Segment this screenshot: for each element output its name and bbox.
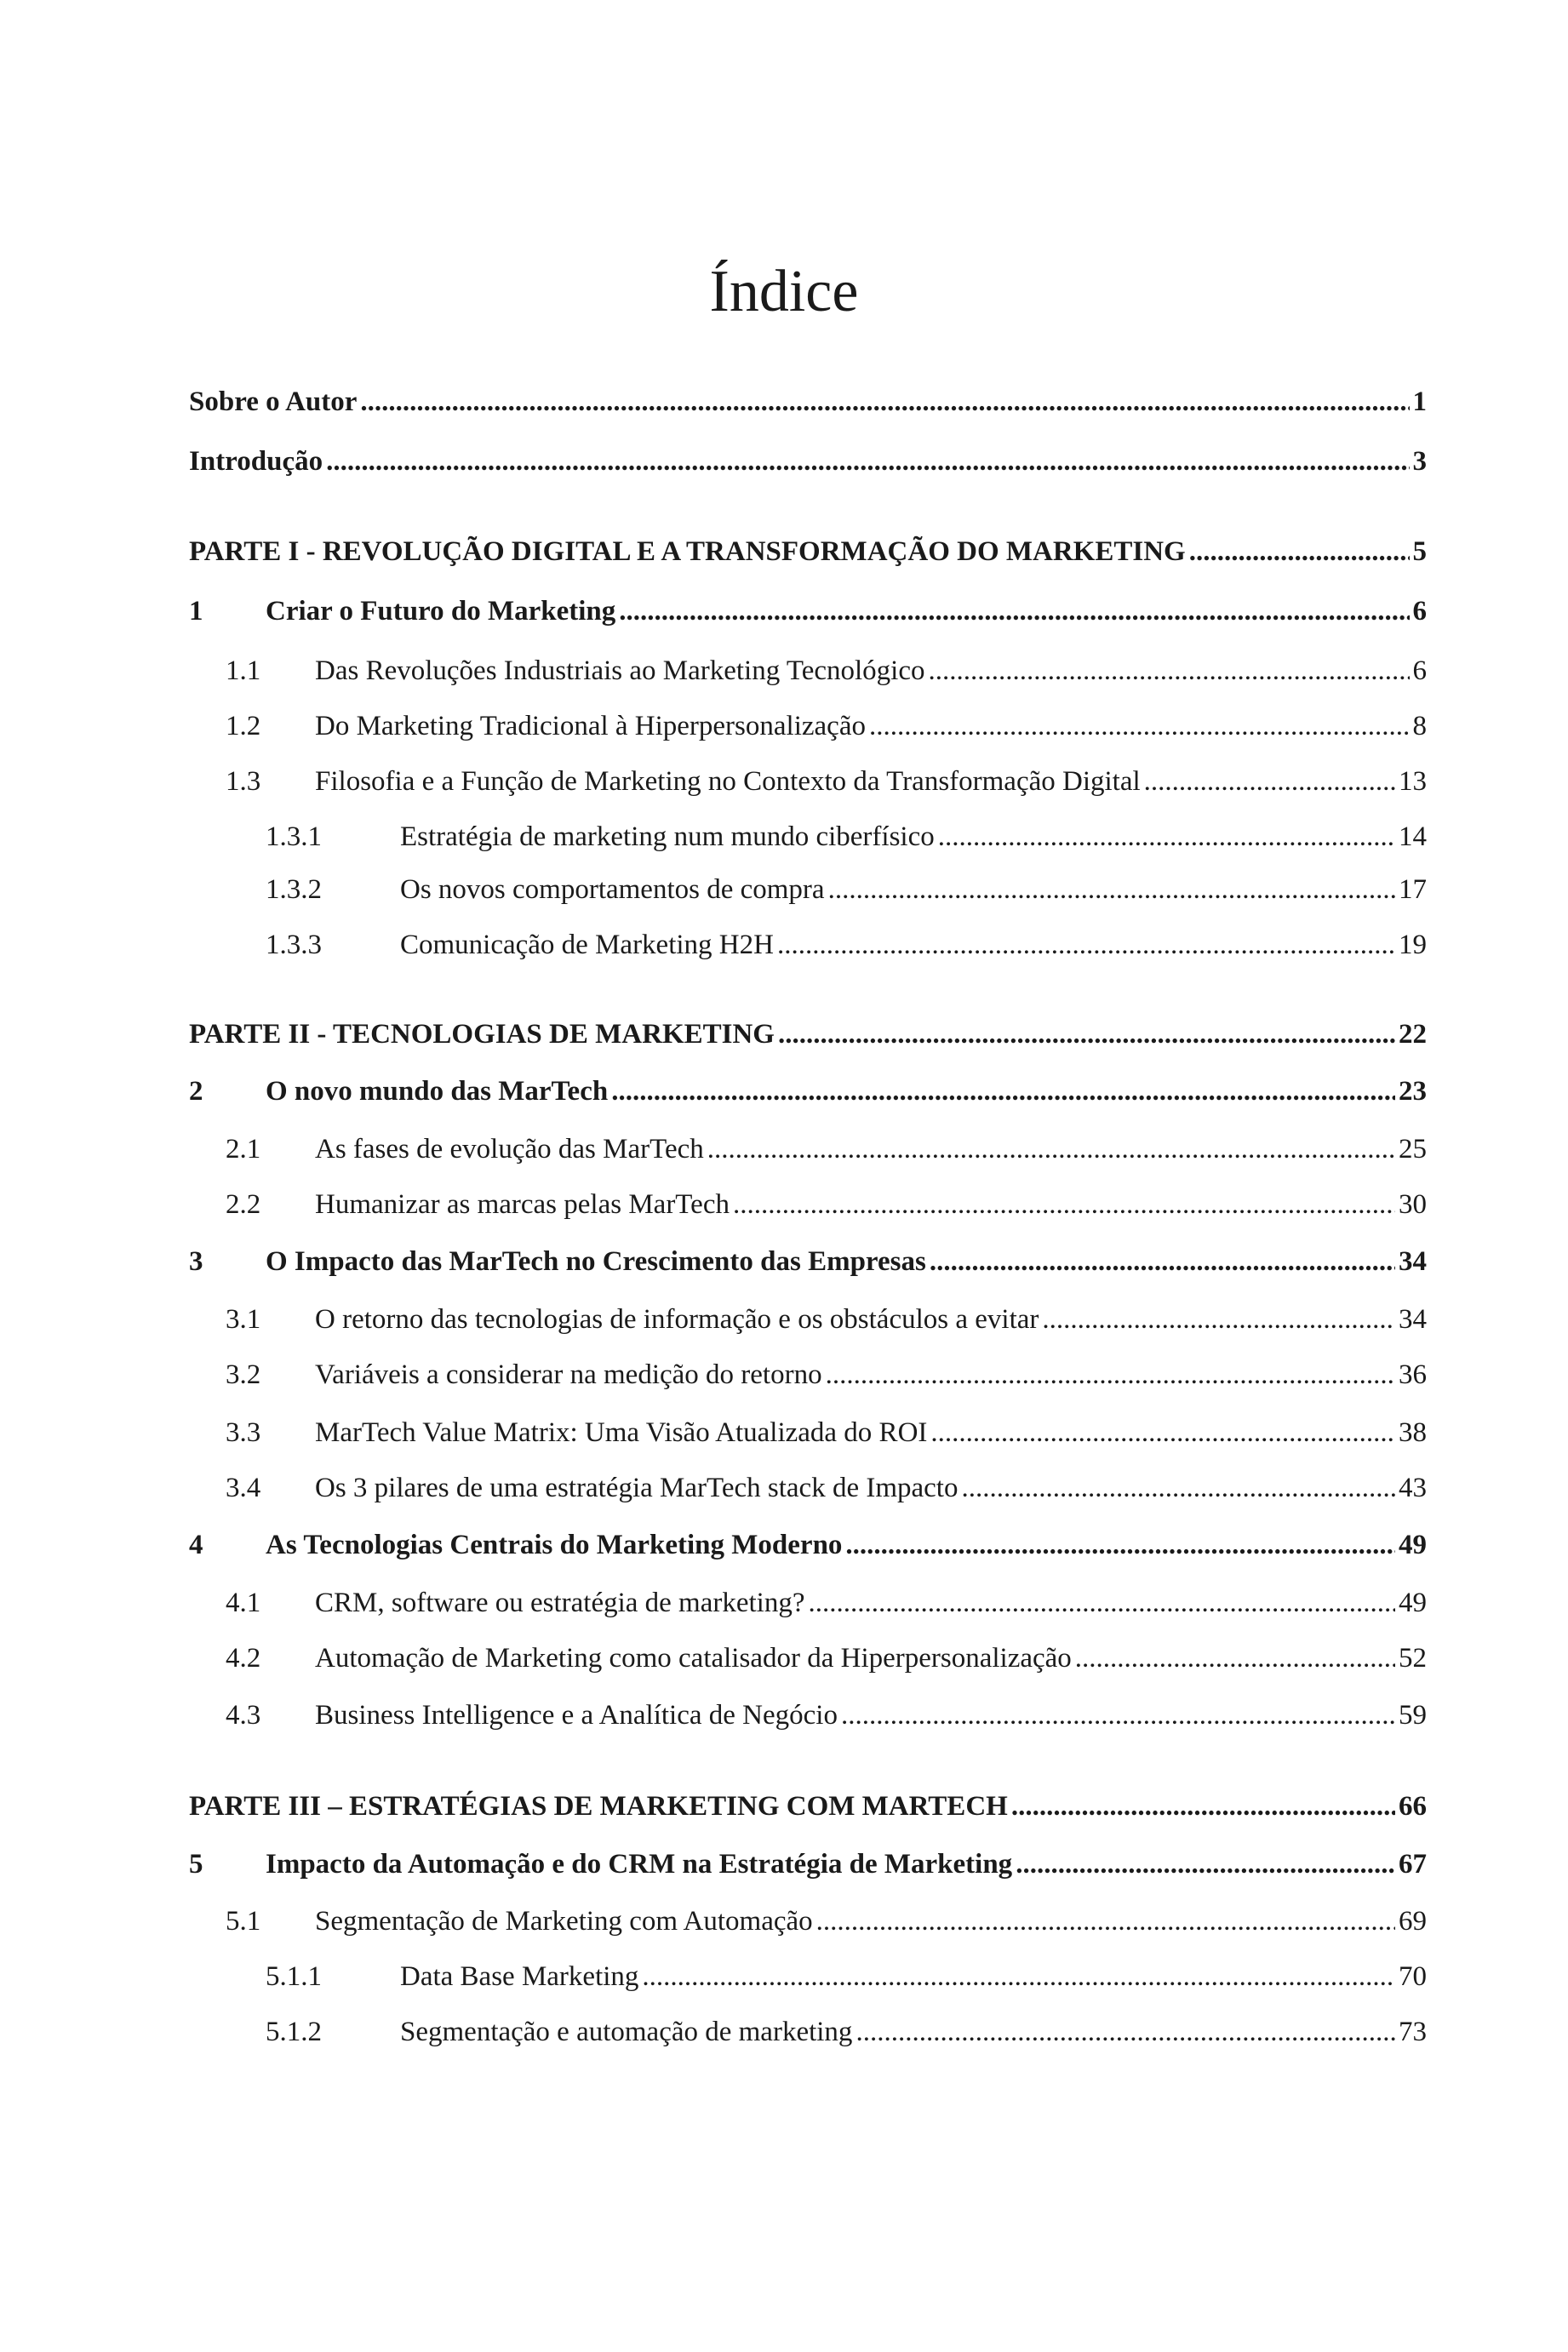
dot-leader (929, 652, 1410, 690)
dot-leader (642, 1958, 1395, 1995)
dot-leader (1075, 1640, 1395, 1677)
toc-entry-number: 5 (189, 1849, 203, 1880)
toc-entry-number: 4 (189, 1530, 203, 1560)
toc-entry-title: Variáveis a considerar na medição do retorno (315, 1359, 822, 1390)
toc-entry-page-number: 17 (1399, 874, 1427, 905)
toc-entry-number: 5.1.1 (266, 1961, 322, 1992)
toc-entry[interactable] (0, 652, 1568, 690)
toc-entry[interactable] (0, 1130, 1568, 1168)
toc-entry-number: 5.1.2 (266, 2017, 322, 2047)
toc-entry-title: O retorno das tecnologias de informação e os obstáculos a evitar (315, 1304, 1039, 1335)
toc-entry[interactable] (0, 926, 1568, 964)
toc-entry-page-number: 34 (1399, 1246, 1427, 1277)
toc-entry-number: 1.3.1 (266, 821, 322, 852)
toc-entry-number: 3.1 (226, 1304, 261, 1335)
toc-entry-title: CRM, software ou estratégia de marketing? (315, 1588, 805, 1618)
toc-entry[interactable] (0, 2013, 1568, 2051)
toc-entry[interactable] (0, 533, 1568, 570)
dot-leader (930, 1243, 1395, 1280)
toc-entry-page-number: 30 (1399, 1189, 1427, 1220)
toc-entry-page-number: 38 (1399, 1417, 1427, 1448)
toc-entry-number: 2.1 (226, 1134, 261, 1165)
dot-leader (778, 1016, 1395, 1053)
dot-leader (777, 926, 1395, 964)
toc-entry-number: 1.3.2 (266, 874, 322, 905)
toc-entry-page-number: 69 (1399, 1906, 1427, 1937)
toc-entry-title: Automação de Marketing como catalisador da Hiperpersonalização (315, 1643, 1072, 1674)
dot-leader (1189, 533, 1410, 570)
dot-leader (841, 1697, 1395, 1734)
toc-entry-number: 1.3 (226, 766, 261, 797)
toc-entry[interactable] (0, 763, 1568, 800)
toc-entry-title: Impacto da Automação e do CRM na Estratégia de Marketing (266, 1849, 1013, 1880)
toc-entry[interactable] (0, 1186, 1568, 1223)
toc-entry[interactable] (0, 1414, 1568, 1451)
toc-entry[interactable] (0, 1526, 1568, 1564)
toc-entry-page-number: 8 (1412, 711, 1427, 741)
toc-entry-title: Business Intelligence e a Analítica de Negócio (315, 1700, 838, 1731)
toc-entry-title: As Tecnologias Centrais do Marketing Moderno (266, 1530, 843, 1560)
toc-entry-page-number: 34 (1399, 1304, 1427, 1335)
dot-leader (1042, 1301, 1395, 1338)
toc-entry[interactable] (0, 818, 1568, 856)
toc-entry[interactable] (0, 443, 1568, 480)
toc-entry-title: Filosofia e a Função de Marketing no Contexto da Transformação Digital (315, 766, 1141, 797)
toc-entry-title: As fases de evolução das MarTech (315, 1134, 704, 1165)
toc-entry-number: 1.2 (226, 711, 261, 741)
toc-entry-title: Sobre o Autor (189, 386, 358, 417)
toc-entry[interactable] (0, 1584, 1568, 1622)
toc-entry-page-number: 25 (1399, 1134, 1427, 1165)
toc-entry-number: 3.4 (226, 1473, 261, 1503)
toc-entry-page-number: 36 (1399, 1359, 1427, 1390)
page-title: Índice (709, 259, 859, 324)
toc-entry[interactable] (0, 592, 1568, 630)
toc-entry[interactable] (0, 1697, 1568, 1734)
toc-entry[interactable] (0, 1073, 1568, 1110)
toc-entry-title: Segmentação de Marketing com Automação (315, 1906, 813, 1937)
toc-entry[interactable] (0, 1903, 1568, 1940)
toc-entry-page-number: 6 (1412, 655, 1427, 686)
dot-leader (1011, 1788, 1395, 1825)
toc-entry-title: Comunicação de Marketing H2H (400, 930, 774, 960)
toc-entry-page-number: 5 (1412, 536, 1427, 567)
toc-entry-title: O novo mundo das MarTech (266, 1076, 609, 1107)
toc-entry-page-number: 14 (1399, 821, 1427, 852)
toc-entry-title: PARTE III – ESTRATÉGIAS DE MARKETING COM MARTECH (189, 1791, 1008, 1822)
dot-leader (809, 1584, 1396, 1622)
toc-entry-number: 4.1 (226, 1588, 261, 1618)
toc-entry-page-number: 23 (1399, 1076, 1427, 1107)
dot-leader (360, 383, 1409, 421)
toc-entry-title: Criar o Futuro do Marketing (266, 596, 616, 627)
dot-leader (930, 1414, 1395, 1451)
toc-entry-number: 3 (189, 1246, 203, 1277)
toc-entry-number: 5.1 (226, 1906, 261, 1937)
toc-entry-number: 1.3.3 (266, 930, 322, 960)
toc-entry-page-number: 73 (1399, 2017, 1427, 2047)
toc-entry-title: MarTech Value Matrix: Uma Visão Atualizada do ROI (315, 1417, 928, 1448)
toc-entry[interactable] (0, 383, 1568, 421)
toc-entry-page-number: 1 (1412, 386, 1427, 417)
toc-entry-page-number: 49 (1399, 1530, 1427, 1560)
toc-entry-title: Humanizar as marcas pelas MarTech (315, 1189, 730, 1220)
toc-entry[interactable] (0, 1356, 1568, 1393)
toc-entry-page-number: 43 (1399, 1473, 1427, 1503)
toc-entry-page-number: 6 (1412, 596, 1427, 627)
toc-entry-number: 2 (189, 1076, 203, 1107)
toc-entry-number: 1 (189, 596, 203, 627)
toc-entry[interactable] (0, 1958, 1568, 1995)
toc-entry[interactable] (0, 1788, 1568, 1825)
toc-entry-title: Do Marketing Tradicional à Hiperpersonalização (315, 711, 866, 741)
toc-entry-number: 3.2 (226, 1359, 261, 1390)
toc-entry[interactable] (0, 1640, 1568, 1677)
toc-entry-page-number: 52 (1399, 1643, 1427, 1674)
dot-leader (828, 871, 1395, 908)
toc-entry-page-number: 66 (1399, 1791, 1427, 1822)
toc-entry-title: Os 3 pilares de uma estratégia MarTech stack de Impacto (315, 1473, 959, 1503)
dot-leader (961, 1469, 1395, 1507)
toc-entry-page-number: 3 (1412, 446, 1427, 477)
toc-entry-page-number: 49 (1399, 1588, 1427, 1618)
toc-entry-page-number: 70 (1399, 1961, 1427, 1992)
dot-leader (826, 1356, 1395, 1393)
dot-leader (869, 707, 1410, 745)
toc-entry[interactable] (0, 1016, 1568, 1053)
toc-entry-page-number: 13 (1399, 766, 1427, 797)
dot-leader (611, 1073, 1395, 1110)
toc-entry-number: 3.3 (226, 1417, 261, 1448)
toc-entry-page-number: 59 (1399, 1700, 1427, 1731)
toc-entry-title: Os novos comportamentos de compra (400, 874, 825, 905)
toc-entry[interactable] (0, 1846, 1568, 1883)
toc-entry[interactable] (0, 1301, 1568, 1338)
dot-leader (856, 2013, 1395, 2051)
toc-entry-page-number: 19 (1399, 930, 1427, 960)
dot-leader (326, 443, 1409, 480)
dot-leader (1144, 763, 1395, 800)
dot-leader (1016, 1846, 1395, 1883)
toc-entry-title: Segmentação e automação de marketing (400, 2017, 853, 2047)
toc-entry-page-number: 67 (1399, 1849, 1427, 1880)
toc-entry-title: Das Revoluções Industriais ao Marketing Tecnológico (315, 655, 925, 686)
toc-entry-title: O Impacto das MarTech no Crescimento das Empresas (266, 1246, 926, 1277)
toc-entry-title: PARTE II - TECNOLOGIAS DE MARKETING (189, 1019, 775, 1050)
toc-entry-title: Introdução (189, 446, 323, 477)
dot-leader (619, 592, 1409, 630)
toc-entry[interactable] (0, 1469, 1568, 1507)
toc-entry-title: Estratégia de marketing num mundo ciberfísico (400, 821, 935, 852)
toc-entry-title: Data Base Marketing (400, 1961, 639, 1992)
dot-leader (733, 1186, 1395, 1223)
toc-entry-number: 1.1 (226, 655, 261, 686)
dot-leader (707, 1130, 1395, 1168)
toc-entry-number: 2.2 (226, 1189, 261, 1220)
toc-entry[interactable] (0, 1243, 1568, 1280)
dot-leader (938, 818, 1395, 856)
toc-entry-page-number: 22 (1399, 1019, 1427, 1050)
toc-entry[interactable] (0, 707, 1568, 745)
dot-leader (816, 1903, 1395, 1940)
toc-entry-number: 4.2 (226, 1643, 261, 1674)
dot-leader (845, 1526, 1395, 1564)
toc-entry-title: PARTE I - REVOLUÇÃO DIGITAL E A TRANSFORMAÇÃO DO MARKETING (189, 536, 1186, 567)
toc-entry[interactable] (0, 871, 1568, 908)
toc-entry-number: 4.3 (226, 1700, 261, 1731)
